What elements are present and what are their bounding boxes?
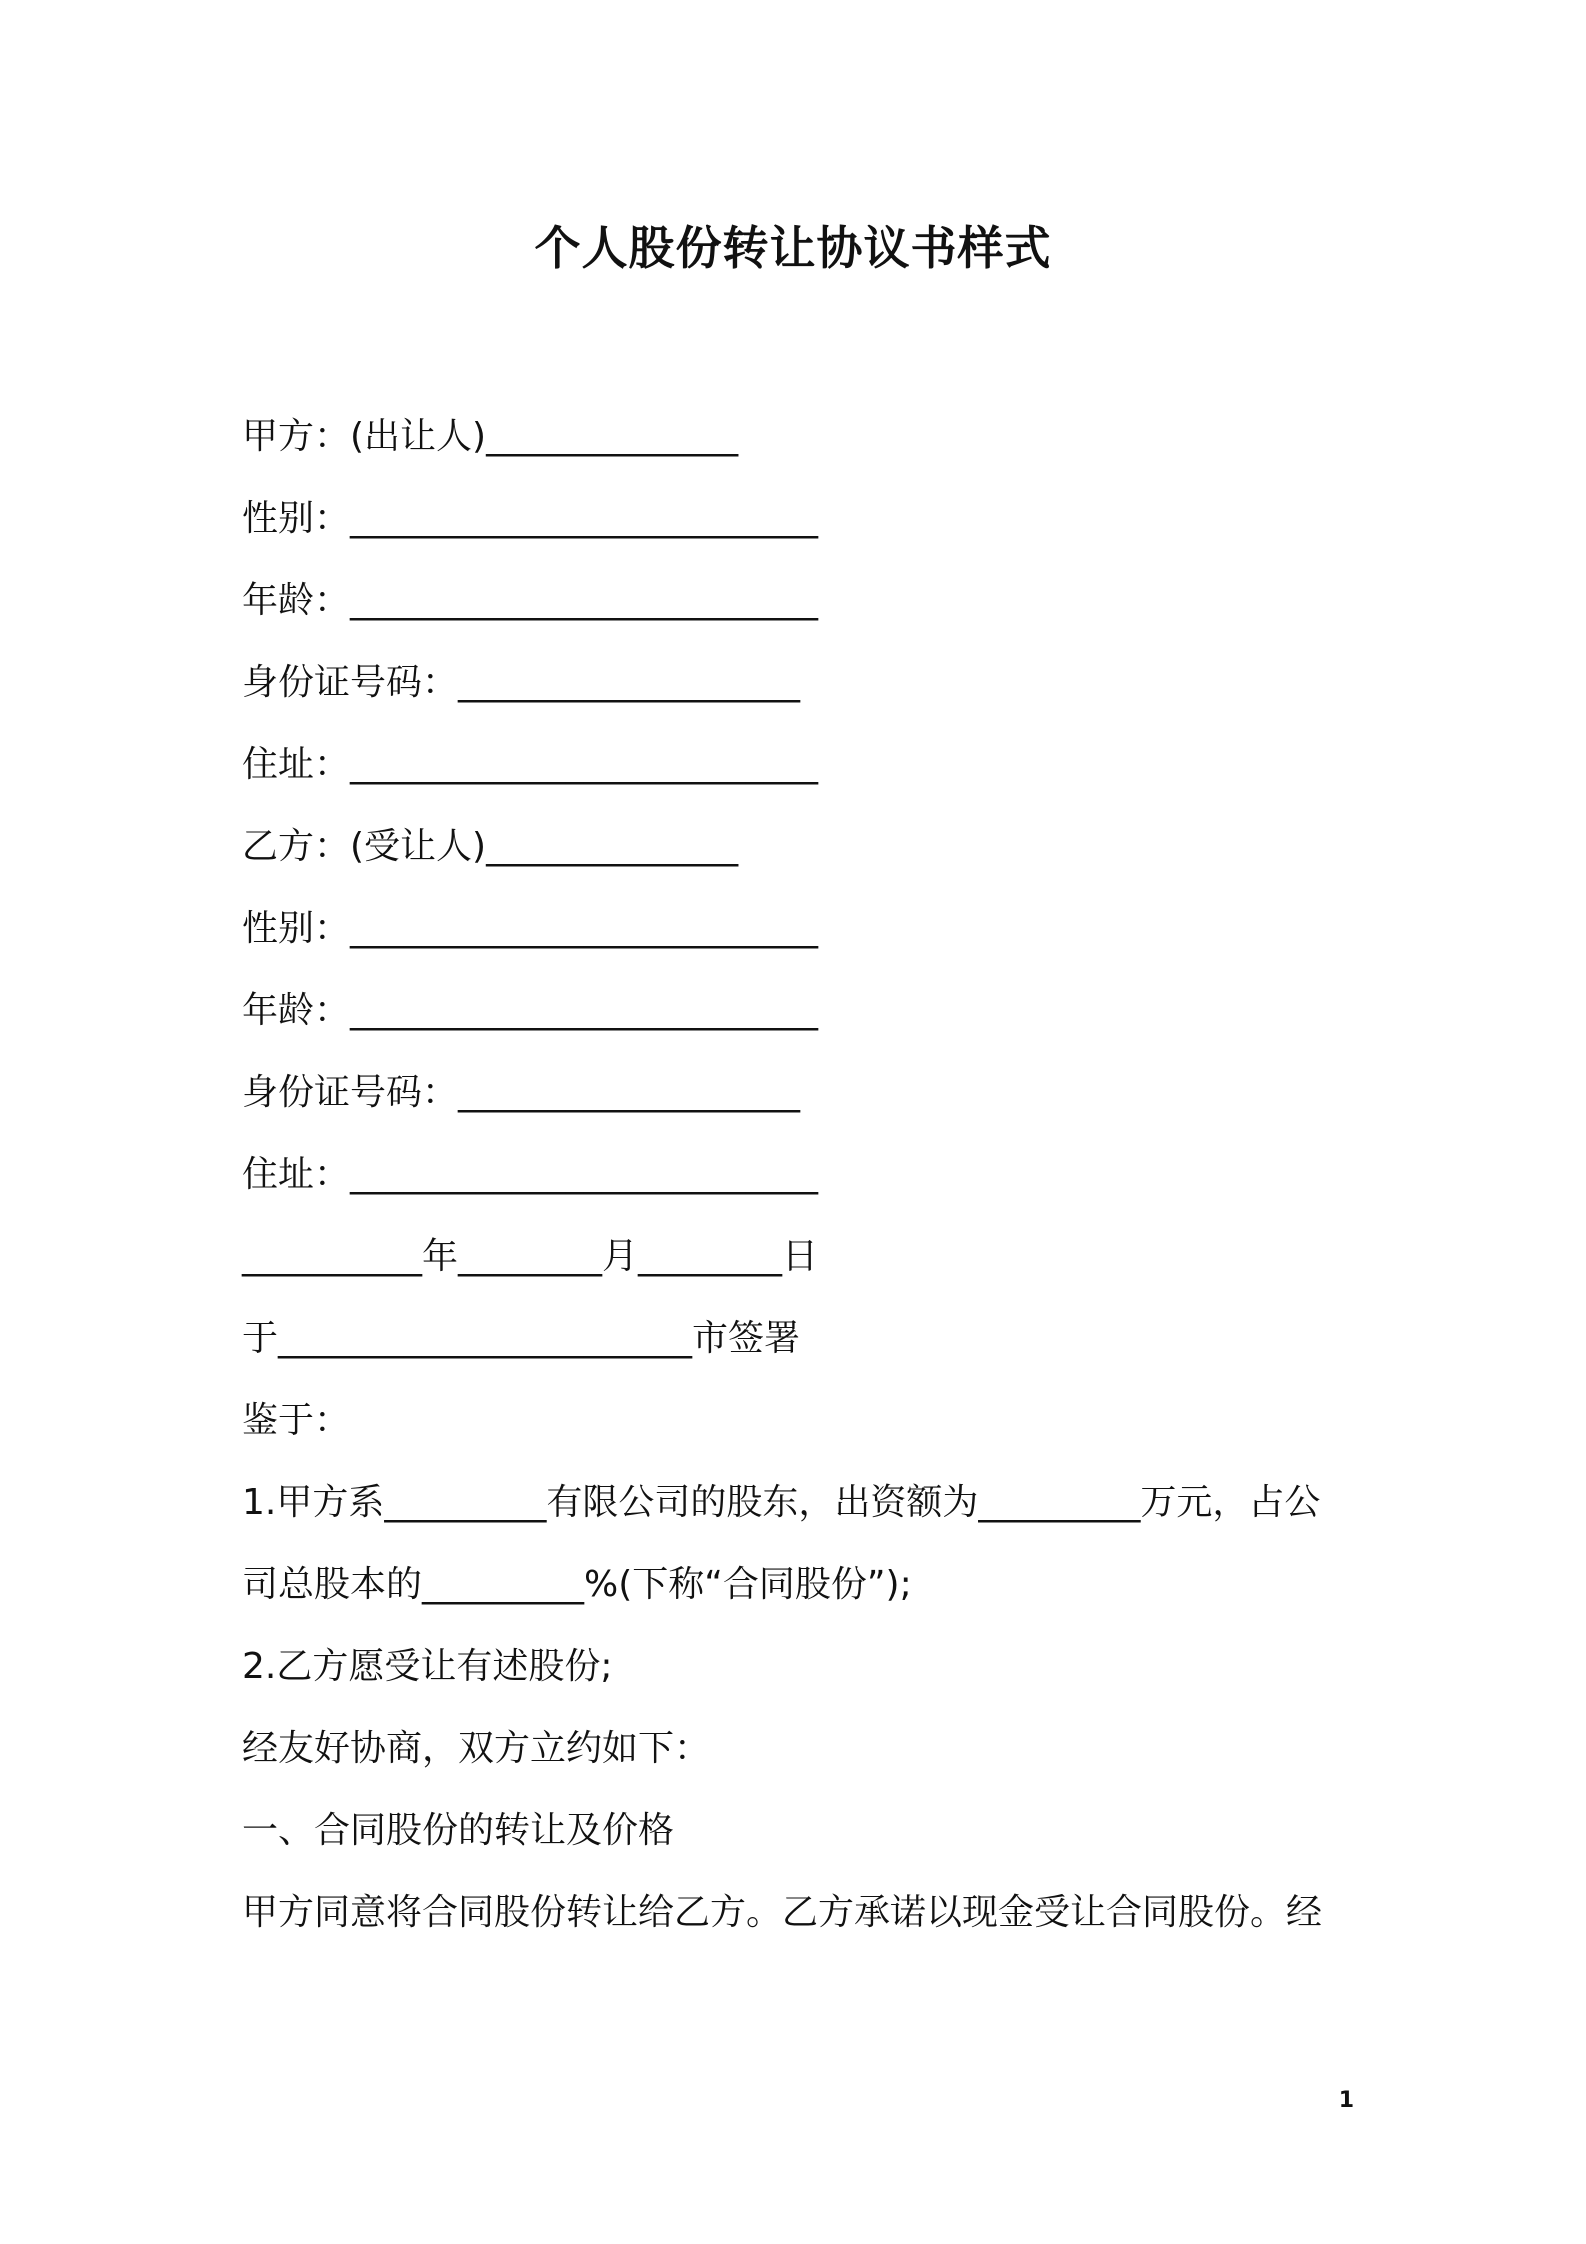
party-b-age-line: 年龄：__________________________ bbox=[242, 990, 819, 1031]
party-a-id-number-line: 身份证号码：___________________ bbox=[242, 662, 801, 703]
whereas-heading: 鉴于： bbox=[242, 1400, 351, 1441]
agreement-intro-line: 经友好协商，双方立约如下： bbox=[242, 1728, 711, 1769]
party-b-address-line: 住址：__________________________ bbox=[242, 1154, 819, 1195]
recital-1-line-1: 1.甲方系_________有限公司的股东，出资额为_________万元，占公 bbox=[242, 1482, 1321, 1523]
party-a-age-line: 年龄：__________________________ bbox=[242, 580, 819, 621]
party-a-gender-line: 性别：__________________________ bbox=[242, 498, 819, 539]
party-b-id-number-line: 身份证号码：___________________ bbox=[242, 1072, 801, 1113]
section-1-text-line: 甲方同意将合同股份转让给乙方。乙方承诺以现金受让合同股份。经 bbox=[242, 1892, 1323, 1933]
recital-2-line: 2.乙方愿受让有述股份; bbox=[242, 1646, 613, 1687]
party-b-gender-line: 性别：__________________________ bbox=[242, 908, 819, 949]
section-1-heading: 一、合同股份的转让及价格 bbox=[242, 1810, 675, 1851]
recital-1-line-2: 司总股本的_________%(下称“合同股份”); bbox=[242, 1564, 912, 1605]
signing-city-line: 于_______________________市签署 bbox=[242, 1318, 801, 1359]
party-b-transferee-line: 乙方：(受让人)______________ bbox=[242, 826, 739, 867]
party-a-address-line: 住址：__________________________ bbox=[242, 744, 819, 785]
date-line: __________年________月________日 bbox=[242, 1236, 818, 1277]
page-number: 1 bbox=[1338, 2088, 1354, 2113]
document-title: 个人股份转让协议书样式 bbox=[534, 221, 1052, 275]
party-a-transferor-line: 甲方：(出让人)______________ bbox=[242, 416, 739, 457]
